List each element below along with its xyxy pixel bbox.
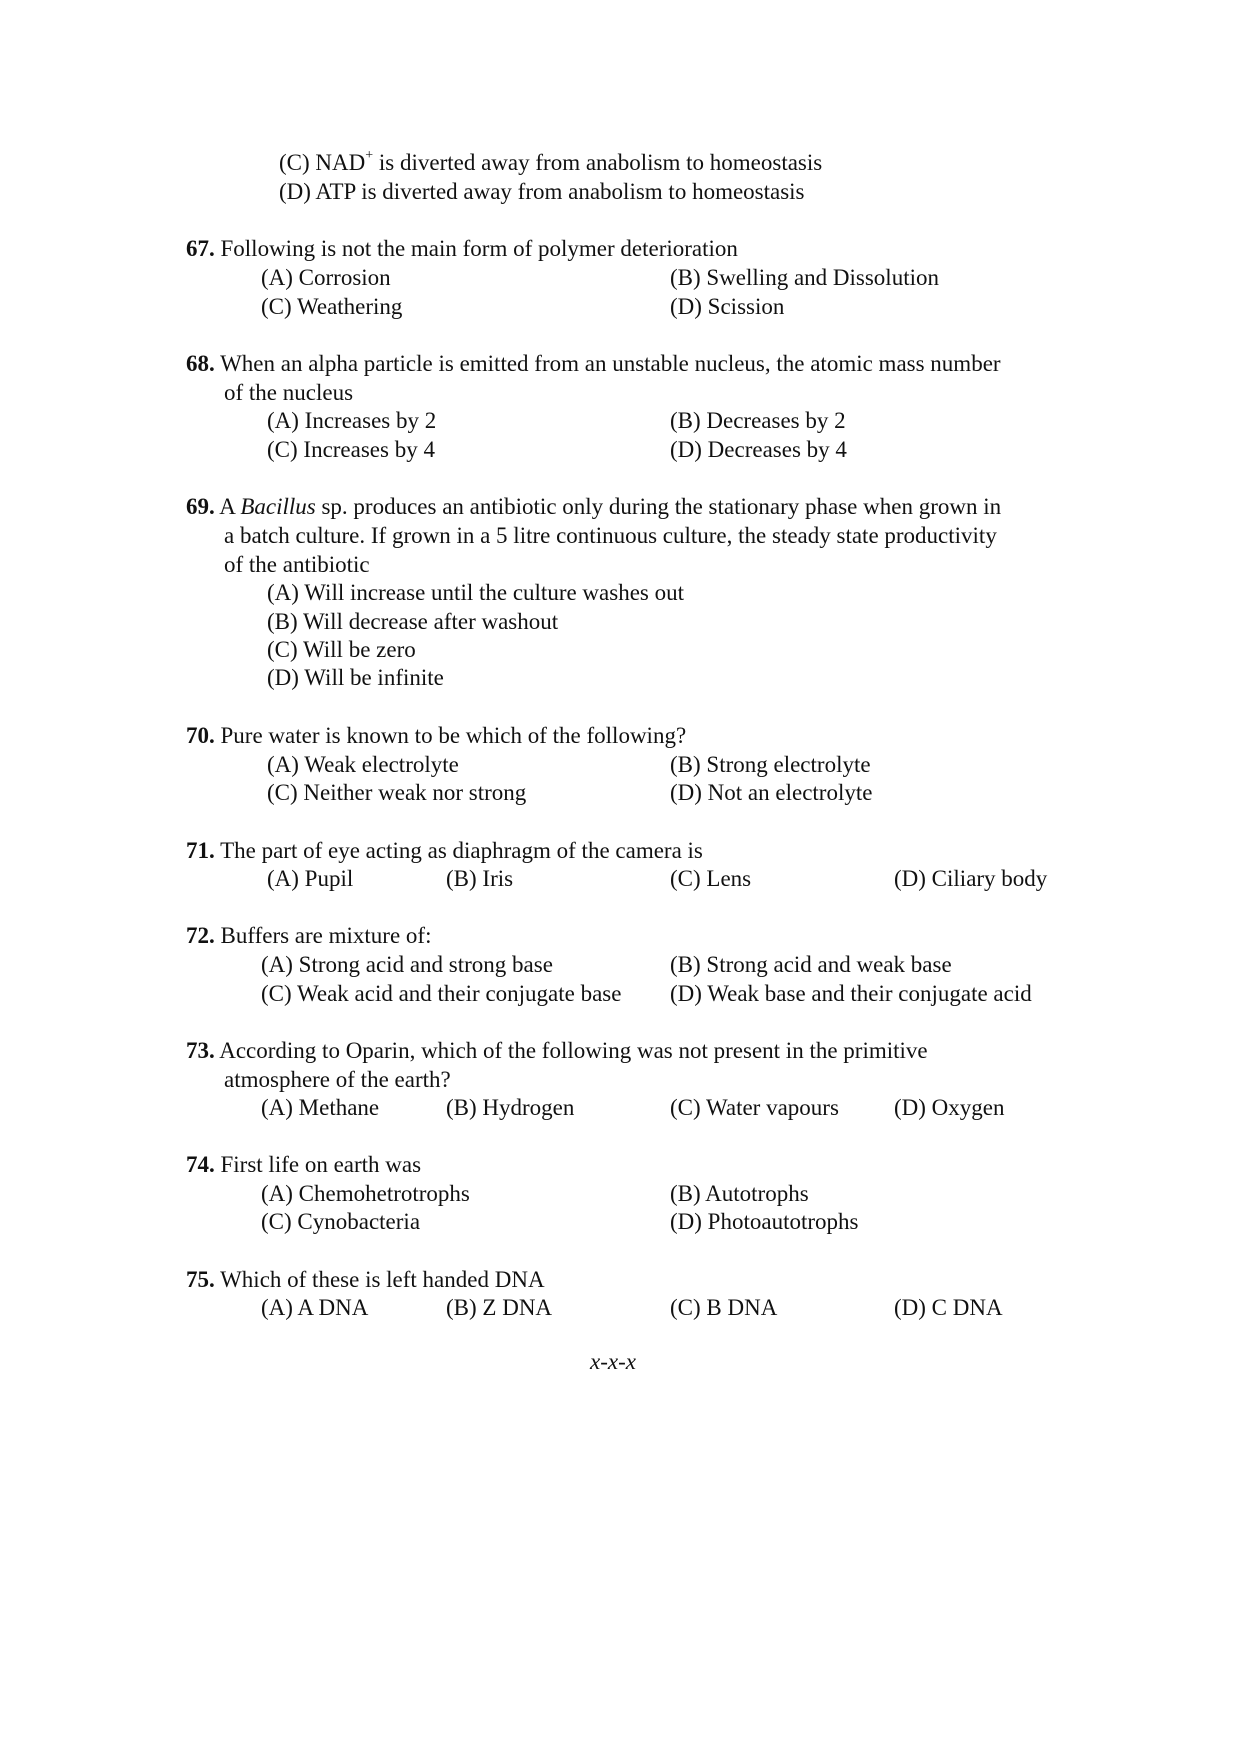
q74-stem bbox=[186, 1151, 421, 1179]
q66-option-d: (D) ATP is diverted away from anabolism to homeostasis bbox=[279, 179, 805, 204]
q75-number: 75. bbox=[186, 1267, 215, 1292]
q75-option-a: (A) A DNA bbox=[261, 1295, 369, 1320]
q68-option-c: (C) Increases by 4 bbox=[267, 437, 435, 462]
q74-number: 74. bbox=[186, 1152, 215, 1177]
q68-text-line1: When an alpha particle is emitted from an unstable nucleus, the atomic mass number bbox=[220, 351, 1001, 376]
q72-number: 72. bbox=[186, 923, 215, 948]
q74-text: First life on earth was bbox=[220, 1152, 422, 1177]
q66-option-c-text: (C) NAD bbox=[279, 150, 366, 175]
q71-option-c: (C) Lens bbox=[670, 866, 752, 891]
q73-text-line2: atmosphere of the earth? bbox=[224, 1067, 451, 1092]
q73-option-b: (B) Hydrogen bbox=[446, 1095, 575, 1120]
q69-stem bbox=[186, 493, 1001, 521]
q71-option-d: (D) Ciliary body bbox=[894, 866, 1048, 891]
q66-option-c bbox=[279, 149, 822, 177]
q71-option-b: (B) Iris bbox=[446, 866, 514, 891]
q72-option-d: (D) Weak base and their conjugate acid bbox=[670, 981, 1032, 1006]
end-of-paper-mark: x-x-x bbox=[590, 1349, 636, 1374]
q73-text-line1: According to Oparin, which of the following was not present in the primitive bbox=[219, 1038, 928, 1063]
q75-stem bbox=[186, 1266, 545, 1294]
q67-text: Following is not the main form of polymer deterioration bbox=[220, 236, 738, 261]
q73-number: 73. bbox=[186, 1038, 215, 1063]
q69-option-b: (B) Will decrease after washout bbox=[267, 609, 559, 634]
q67-option-d: (D) Scission bbox=[670, 294, 785, 319]
q69-number: 69. bbox=[186, 494, 215, 519]
q73-option-d: (D) Oxygen bbox=[894, 1095, 1005, 1120]
q67-option-a: (A) Corrosion bbox=[261, 265, 391, 290]
q73-option-c: (C) Water vapours bbox=[670, 1095, 839, 1120]
q71-number: 71. bbox=[186, 838, 215, 863]
q68-text-line2: of the nucleus bbox=[224, 380, 354, 405]
q69-text-pre: A bbox=[219, 494, 241, 519]
q75-option-d: (D) C DNA bbox=[894, 1295, 1003, 1320]
q69-text-line3: of the antibiotic bbox=[224, 552, 370, 577]
q74-option-d: (D) Photoautotrophs bbox=[670, 1209, 859, 1234]
q70-option-d: (D) Not an electrolyte bbox=[670, 780, 873, 805]
q68-option-d: (D) Decreases by 4 bbox=[670, 437, 847, 462]
q75-option-b: (B) Z DNA bbox=[446, 1295, 553, 1320]
q73-stem bbox=[186, 1037, 928, 1065]
q70-stem bbox=[186, 722, 686, 750]
q67-number: 67. bbox=[186, 236, 215, 261]
q74-option-a: (A) Chemohetrotrophs bbox=[261, 1181, 470, 1206]
q74-option-c: (C) Cynobacteria bbox=[261, 1209, 421, 1234]
q68-option-b: (B) Decreases by 2 bbox=[670, 408, 846, 433]
q72-stem bbox=[186, 922, 431, 950]
q71-stem bbox=[186, 837, 703, 865]
q75-option-c: (C) B DNA bbox=[670, 1295, 778, 1320]
q68-stem bbox=[186, 350, 1001, 378]
q70-option-c: (C) Neither weak nor strong bbox=[267, 780, 527, 805]
q73-option-a: (A) Methane bbox=[261, 1095, 380, 1120]
q67-stem bbox=[186, 235, 738, 263]
q69-option-d: (D) Will be infinite bbox=[267, 665, 444, 690]
q70-number: 70. bbox=[186, 723, 215, 748]
q72-option-c: (C) Weak acid and their conjugate base bbox=[261, 981, 622, 1006]
q68-number: 68. bbox=[186, 351, 215, 376]
q72-option-a: (A) Strong acid and strong base bbox=[261, 952, 553, 977]
q71-option-a: (A) Pupil bbox=[267, 866, 354, 891]
q69-option-a: (A) Will increase until the culture washes out bbox=[267, 580, 684, 605]
q71-text: The part of eye acting as diaphragm of the camera is bbox=[220, 838, 703, 863]
q70-option-b: (B) Strong electrolyte bbox=[670, 752, 871, 777]
q75-text: Which of these is left handed DNA bbox=[220, 1267, 545, 1292]
q66-option-c-rest: is diverted away from anabolism to homeostasis bbox=[373, 150, 823, 175]
q69-option-c: (C) Will be zero bbox=[267, 637, 416, 662]
q72-option-b: (B) Strong acid and weak base bbox=[670, 952, 952, 977]
superscript-plus: + bbox=[365, 148, 374, 164]
q74-option-b: (B) Autotrophs bbox=[670, 1181, 809, 1206]
q68-option-a: (A) Increases by 2 bbox=[267, 408, 437, 433]
q67-option-b: (B) Swelling and Dissolution bbox=[670, 265, 939, 290]
q70-option-a: (A) Weak electrolyte bbox=[267, 752, 459, 777]
q69-text-line2: a batch culture. If grown in a 5 litre continuous culture, the steady state productivity bbox=[224, 523, 997, 548]
q67-option-c: (C) Weathering bbox=[261, 294, 403, 319]
q69-text-italic: Bacillus bbox=[240, 494, 316, 519]
q72-text: Buffers are mixture of: bbox=[220, 923, 432, 948]
q70-text: Pure water is known to be which of the following? bbox=[220, 723, 687, 748]
q69-text-post: sp. produces an antibiotic only during the stationary phase when grown in bbox=[315, 494, 1002, 519]
